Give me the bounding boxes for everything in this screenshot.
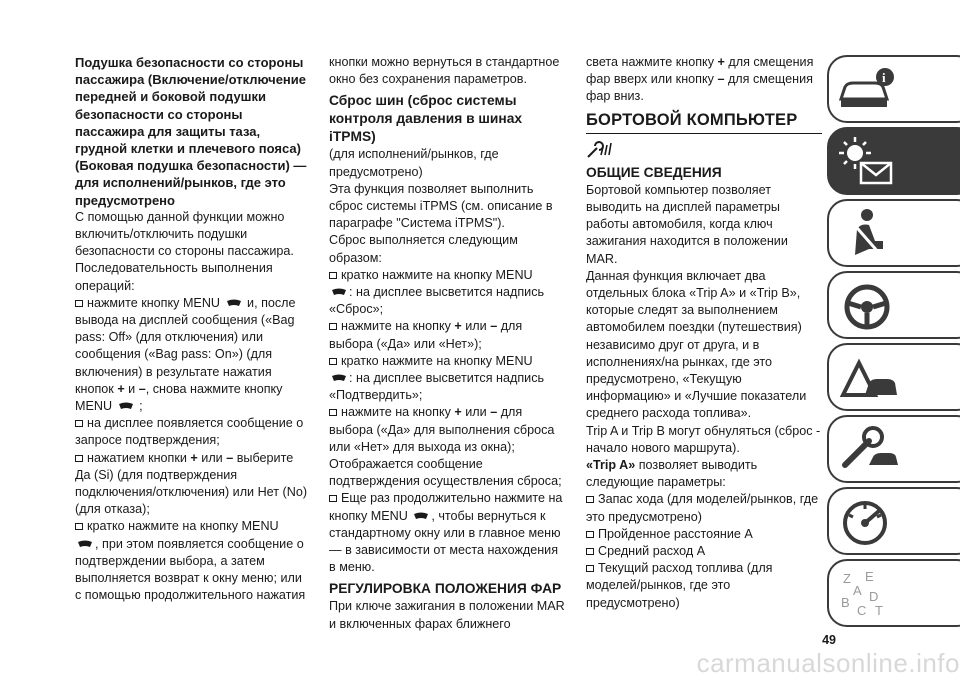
- tab-technical-data[interactable]: [827, 487, 960, 555]
- tab-warning-lights[interactable]: [827, 127, 960, 195]
- steering-wheel-icon: [835, 277, 899, 335]
- svg-text:i: i: [882, 70, 886, 85]
- bullet-icon: [329, 323, 337, 330]
- bullet-icon: [75, 300, 83, 307]
- column-2: [329, 54, 567, 633]
- svg-text:E: E: [865, 569, 874, 584]
- list-item: кратко нажмите на кнопку MENU : на дисплее высветится надпись «Сброс»;: [329, 267, 545, 317]
- tab-maintenance[interactable]: [827, 415, 960, 483]
- paragraph: кнопки можно вернуться в стандартное окно без сохранения параметров.: [329, 55, 560, 87]
- tab-starting-driving[interactable]: [827, 271, 960, 339]
- paragraph: При ключе зажигания в положении MAR и включенных фарах ближнего: [329, 599, 565, 631]
- warning-light-message-icon: [835, 133, 899, 191]
- paragraph: Данная функция включает два отдельных блока «Trip A» и «Trip B», которые следят за выполнением автомобилем поездки (путешествия) независимо друг от друга, и в исполнениях/на рынках, где это предусмотрено, «Текущую информацию» и «Лучшие показатели среднего расхода топлива».: [586, 268, 807, 421]
- bullet-icon: [329, 409, 337, 416]
- page-number: 49: [822, 633, 836, 647]
- paragraph: Эта функция позволяет выполнить сброс системы iTPMS (см. описание в параграфе "Система iTPMS").: [329, 181, 553, 231]
- list-item: нажмите кнопку MENU и, после вывода на дисплей сообщения («Bag pass: Off» (для отключения) или сообщения («Bag pass: On») (для включения) в результате нажатия кнопок + и –, снова нажмите кнопку MENU ;: [75, 295, 296, 414]
- list-item: Запас хода (для моделей/рынков, где это предусмотрено): [586, 492, 819, 524]
- paragraph: Сброс выполняется следующим образом:: [329, 233, 518, 265]
- paragraph: Бортовой компьютер позволяет выводить на дисплей параметры работы автомобиля, когда ключ зажигания находится в положении MAR.: [586, 182, 788, 266]
- menu-button-icon: [118, 402, 134, 411]
- column-3: [586, 54, 822, 612]
- list-item: Пройденное расстояние А: [586, 526, 822, 543]
- menu-button-icon: [77, 540, 93, 549]
- bullet-icon: [329, 495, 337, 502]
- bullet-icon: [586, 548, 594, 555]
- list-item: Текущий расход топлива (для моделей/рынков, где это предусмотрено): [586, 561, 773, 610]
- list-item: на дисплее появляется сообщение о запросе подтверждения;: [75, 416, 304, 448]
- alphabet-index-icon: [835, 565, 899, 623]
- bullet-icon: [586, 531, 594, 538]
- section-subheading: ОБЩИЕ СВЕДЕНИЯ: [586, 164, 722, 180]
- list-item: нажатием кнопки + или – выберите Да (Si) (для подтверждения подключения/отключения) или Нет (No) (для отказа);: [75, 450, 308, 517]
- svg-text:Z: Z: [843, 571, 851, 586]
- column-1: [75, 54, 311, 605]
- paragraph: «Trip A» позволяет выводить следующие параметры:: [586, 458, 758, 490]
- list-item: Средний расход А: [586, 543, 822, 560]
- seat-safety-icon: [835, 205, 899, 263]
- list-item: нажмите на кнопку + или – для выбора («Да» или «Нет»);: [329, 319, 523, 351]
- bullet-icon: [75, 455, 83, 462]
- list-item: кратко нажмите на кнопку MENU : на дисплее высветится надпись «Подтвердить»;: [329, 353, 545, 403]
- bullet-icon: [586, 565, 594, 572]
- section-heading-headlight: РЕГУЛИРОВКА ПОЛОЖЕНИЯ ФАР: [329, 581, 562, 597]
- svg-text:D: D: [869, 589, 879, 604]
- paragraph: Trip A и Trip B могут обнуляться (сброс - начало нового маршрута).: [586, 423, 821, 455]
- svg-text:B: B: [841, 595, 850, 610]
- menu-button-icon: [331, 288, 347, 297]
- bullet-icon: [75, 523, 83, 530]
- paragraph: света нажмите кнопку + для смещения фар вверх или кнопку – для смещения фар вниз.: [586, 55, 814, 104]
- svg-text:T: T: [875, 603, 883, 618]
- bullet-icon: [329, 358, 337, 365]
- svg-text:A: A: [853, 583, 862, 598]
- tab-safety[interactable]: [827, 199, 960, 267]
- tachometer-icon: [835, 493, 899, 551]
- bullet-icon: [75, 420, 83, 427]
- wrench-car-icon: [835, 421, 899, 479]
- bullet-icon: [586, 496, 594, 503]
- menu-button-icon: [331, 374, 347, 383]
- page-title: БОРТОВОЙ КОМПЬЮТЕР: [586, 112, 822, 134]
- watermark: carmanualsonline.info: [696, 648, 960, 678]
- tab-emergency[interactable]: [827, 343, 960, 411]
- tab-index[interactable]: [827, 559, 960, 627]
- menu-button-icon: [413, 512, 429, 521]
- car-info-icon: [835, 61, 899, 119]
- paragraph: С помощью данной функции можно включить/отключить подушки безопасности со стороны пассажира. Последовательность выполнения операций:: [75, 209, 294, 293]
- tab-car-info[interactable]: [827, 55, 960, 123]
- warning-triangle-car-icon: [835, 349, 899, 407]
- list-item: кратко нажмите на кнопку MENU , при этом появляется сообщение о подтверждении выбора, а затем выполняется возврат к окну меню; или с помощью продолжительного нажатия: [75, 519, 306, 603]
- section-heading-airbag: Подушка безопасности со стороны пассажира (Включение/отключение передней и боковой подушки безопасности со стороны пассажира для защиты таза, грудной клетки и плечевого пояса) (Боковая подушка безопасности) — для исполнений/рынков, где это предусмотрено: [75, 55, 307, 208]
- bullet-icon: [329, 272, 337, 279]
- wrench-signal-icon: [586, 140, 616, 160]
- list-item: Еще раз продолжительно нажмите на кнопку MENU , чтобы вернуться к стандартному окну или в главное меню — в зависимости от места нахождения в меню.: [329, 491, 563, 575]
- menu-button-icon: [226, 299, 242, 308]
- heading-note: (для исполнений/рынков, где предусмотрено): [329, 147, 499, 179]
- svg-text:C: C: [857, 603, 867, 618]
- list-item: нажмите на кнопку + или – для выбора («Да» для выполнения сброса или «Нет» для выхода из окна); Отображается сообщение подтверждения осуществления сброса;: [329, 405, 562, 489]
- section-heading-tyre-reset: Сброс шин (сброс системы контроля давления в шинах iTPMS): [329, 93, 523, 145]
